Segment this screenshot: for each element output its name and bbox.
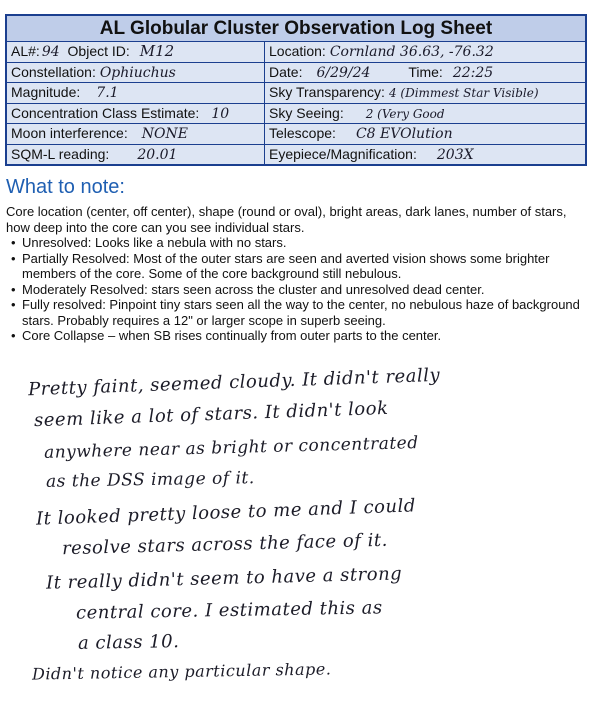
handwritten-line: Didn't notice any particular shape. (31, 659, 332, 684)
location-label: Location: (269, 43, 326, 59)
list-item: • Partially Resolved: Most of the outer stars are seen and averted vision shows some brighter members of the core. Some of the core background still nebulous. (22, 251, 586, 282)
eyepiece-magnification-value: 203X (436, 146, 474, 163)
constellation-label: Constellation: (11, 63, 96, 80)
sky-seeing-label: Sky Seeing: (269, 104, 344, 121)
sky-transparency-value: 4 (Dimmest Star Visible) (388, 86, 539, 100)
concentration-class-label: Concentration Class Estimate: (11, 104, 200, 121)
sqm-reading-value: 20.01 (137, 146, 178, 163)
object-id-value: M12 (139, 42, 175, 60)
time-label: Time: (408, 63, 443, 80)
list-item: • Core Collapse – when SB rises continually from outer parts to the center. (22, 328, 586, 344)
location-value: Cornland 36.63, -76.32 (329, 44, 494, 60)
list-item: • Unresolved: Looks like a nebula with no stars. (22, 235, 586, 251)
handwritten-line: central core. I estimated this as (75, 597, 383, 624)
handwritten-line: anywhere near as bright or concentrated (43, 433, 419, 463)
list-item: • Moderately Resolved: stars seen across the cluster and unresolved dead center. (22, 282, 586, 298)
list-item: • Fully resolved: Pinpoint tiny stars seen all the way to the center, no nebulous haze of background stars. Probably requires a 12" or larger scope in superb seeing. (22, 297, 586, 328)
concentration-class-value: 10 (211, 105, 230, 122)
constellation-value: Ophiuchus (99, 64, 176, 81)
sky-seeing-value: 2 (Very Good (365, 106, 445, 121)
telescope-value: C8 EVOlution (355, 126, 453, 142)
handwritten-line: a class 10. (77, 631, 180, 654)
sky-transparency-label: Sky Transparency: (269, 84, 385, 100)
handwritten-line: It looked pretty loose to me and I could (35, 495, 417, 530)
al-number-label: AL#: (11, 43, 40, 59)
what-to-note-intro: Core location (center, off center), shape (round or oval), bright areas, dark lanes, number of stars, how deep into the core can you see individual stars. (6, 204, 567, 235)
al-number-value: 94 (41, 44, 60, 60)
date-label: Date: (269, 63, 303, 80)
magnitude-label: Magnitude: (11, 84, 81, 100)
moon-interference-label: Moon interference: (11, 125, 128, 141)
sheet-title: AL Globular Cluster Observation Log Sheet (7, 16, 585, 42)
telescope-label: Telescope: (269, 125, 336, 141)
handwritten-line: Pretty faint, seemed cloudy. It didn't really (27, 364, 441, 401)
time-value: 22:25 (452, 64, 494, 81)
handwritten-line: resolve stars across the face of it. (61, 529, 389, 560)
handwritten-line: as the DSS image of it. (45, 468, 255, 492)
eyepiece-magnification-label: Eyepiece/Magnification: (269, 145, 417, 162)
handwritten-line: seem like a lot of stars. It didn't look (33, 397, 389, 432)
object-id-label: Object ID: (67, 43, 130, 59)
magnitude-value: 7.1 (96, 85, 119, 101)
sqm-reading-label: SQM-L reading: (11, 145, 110, 162)
what-to-note-heading: What to note: (6, 176, 125, 198)
handwritten-line: It really didn't seem to have a strong (45, 563, 403, 594)
date-value: 6/29/24 (316, 64, 371, 81)
moon-interference-value: NONE (141, 126, 188, 142)
